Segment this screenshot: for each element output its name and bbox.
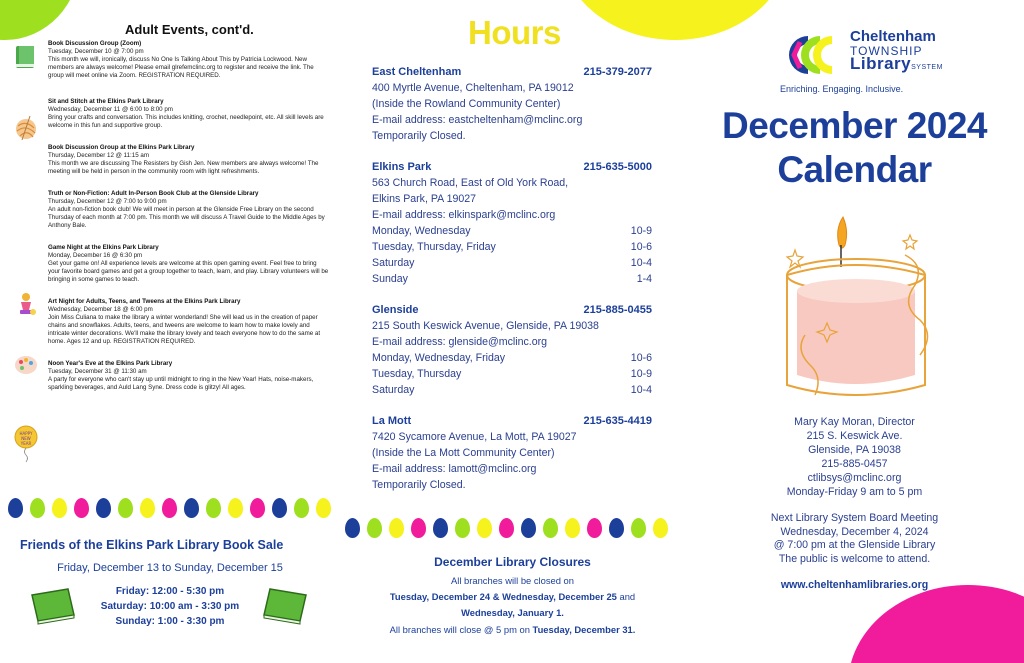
decorative-dot xyxy=(206,498,221,518)
branch-line: E-mail address: lamott@mclinc.org xyxy=(372,463,537,475)
hours-row xyxy=(372,255,652,271)
event-title: Book Discussion Group at the Elkins Park Library xyxy=(48,144,195,151)
branch-name: La Mott xyxy=(372,415,412,427)
logo-mark-icon xyxy=(780,32,844,78)
decorative-dot xyxy=(118,498,133,518)
svg-text:NEW: NEW xyxy=(21,436,31,441)
event-date: Tuesday, December 31 @ 11:30 am xyxy=(48,368,147,375)
green-book-icon xyxy=(28,585,78,625)
branch-line: E-mail address: glenside@mclinc.org xyxy=(372,336,548,348)
branch-line: 7420 Sycamore Avenue, La Mott, PA 19027 xyxy=(372,431,577,443)
contact-line: ctlibsys@mclinc.org xyxy=(807,472,902,484)
decorative-dot xyxy=(184,498,199,518)
meeting-line: @ 7:00 pm at the Glenside Library xyxy=(773,539,936,551)
branch-line: Elkins Park, PA 19027 xyxy=(372,193,477,205)
decorative-dot xyxy=(367,518,382,538)
events-list xyxy=(48,40,330,401)
branch-name: Glenside xyxy=(372,304,419,316)
meeting-line: Wednesday, December 4, 2024 xyxy=(780,525,929,538)
hours-title: Hours xyxy=(468,14,561,51)
decorative-dot xyxy=(389,518,404,538)
decorative-dot xyxy=(162,498,177,518)
branch-line: Temporarily Closed. xyxy=(372,130,466,142)
book-sale-dates: Friday, December 13 to Sunday, December 15 xyxy=(57,562,283,574)
logo-system: SYSTEM xyxy=(911,64,943,71)
decorative-dot xyxy=(587,518,602,538)
event-item xyxy=(48,190,330,230)
event-body: A party for everyone who can't stay up until midnight to ring in the New Year! Hats, noise-makers, sparkling beverages, and Auld Lang Syne. Dress code is glitzy! All ages. xyxy=(48,376,314,391)
meeting-line: The public is welcome to attend. xyxy=(778,552,931,565)
hours-days: Tuesday, Thursday xyxy=(372,368,462,380)
board-meeting-info xyxy=(685,512,1024,566)
green-book-icon xyxy=(260,585,310,625)
event-item xyxy=(48,244,330,284)
branch-header xyxy=(372,302,652,318)
event-item xyxy=(48,298,330,346)
branch-line: (Inside the La Mott Community Center) xyxy=(372,447,555,459)
hours-row xyxy=(372,366,652,382)
decorative-dot xyxy=(455,518,470,538)
decorative-dot xyxy=(8,498,23,518)
yarn-icon xyxy=(12,114,40,142)
closure-separator: & xyxy=(490,591,503,602)
cover-panel xyxy=(685,0,1024,663)
branch-line: 215 South Keswick Avenue, Glenside, PA 19038 xyxy=(372,320,599,332)
branch-la-mott xyxy=(372,413,652,493)
branch-phone: 215-635-5000 xyxy=(583,161,652,173)
closures-text xyxy=(355,573,670,621)
contact-line: Glenside, PA 19038 xyxy=(808,444,901,456)
calendar-title xyxy=(685,104,1024,192)
hours-panel xyxy=(340,0,685,663)
hours-row xyxy=(372,223,652,239)
early-close-note xyxy=(355,624,670,635)
logo-line-1: Cheltenham xyxy=(850,28,936,45)
director-contact xyxy=(685,415,1024,499)
branch-elkins-park xyxy=(372,159,652,287)
event-body: This month we are discussing The Resisters by Gish Jen. New members are always welcome! The meeting will be held in person in the community room with light refreshments. xyxy=(48,160,319,175)
hours-time: 10-6 xyxy=(630,241,652,253)
svg-text:YEAR: YEAR xyxy=(20,441,32,446)
branch-phone: 215-885-0455 xyxy=(583,304,652,316)
event-date: Tuesday, December 10 @ 7:00 pm xyxy=(48,48,144,55)
hours-time: 10-9 xyxy=(630,225,652,237)
contact-line: 215 S. Keswick Ave. xyxy=(806,430,903,442)
event-item xyxy=(48,360,330,392)
sale-hours-line: Saturday: 10:00 am - 3:30 pm xyxy=(100,601,240,612)
hours-days: Monday, Wednesday xyxy=(372,225,471,237)
hours-time: 10-4 xyxy=(630,257,652,269)
decorative-dot xyxy=(294,498,309,518)
decorative-dots-row xyxy=(8,498,338,520)
book-sale-title: Friends of the Elkins Park Library Book Sale xyxy=(20,538,284,552)
event-item xyxy=(48,40,330,80)
branch-name: East Cheltenham xyxy=(372,66,462,78)
website-link[interactable]: www.cheltenhamlibraries.org xyxy=(780,579,929,591)
decorative-dot xyxy=(499,518,514,538)
closures-line: All branches will be closed on xyxy=(451,575,574,586)
hours-days: Monday, Wednesday, Friday xyxy=(372,352,506,364)
event-body: Join Miss Culiana to make the library a winter wonderland! She will lead us in the creation of paper chains and snowflakes. Adults, teens, and tweens are welcome to learn how to make lovely and intricate winter decorations. We'll make the library lovely and teach everyone how to do the same at home. Ages 12 and up. REGISTRATION REQUIRED. xyxy=(48,314,321,345)
event-item xyxy=(48,98,330,130)
decorative-dot xyxy=(30,498,45,518)
branch-phone: 215-379-2077 xyxy=(583,66,652,78)
closures-dates xyxy=(355,589,670,605)
event-body: An adult non-fiction book club! We will meet in person at the Glenside Free Library on the second Thursday of each month at 7:00 pm. This month we will discuss A Travel Guide to the Middle Ages by Anthony Bale. xyxy=(48,206,325,229)
event-date: Monday, December 16 @ 6:30 pm xyxy=(48,252,143,259)
book-icon xyxy=(12,42,40,70)
event-body: Bring your crafts and conversation. This includes knitting, crochet, needlepoint, etc. All skill levels are welcome in this fun and supportive group. xyxy=(48,114,324,129)
event-body: This month we will, ironically, discuss No One Is Talking About This by Patricia Lockwood. New members are always welcome! Please email glrefemclinc.org to register and receive the link. The group will meet online via Zoom. REGISTRATION REQUIRED. xyxy=(48,56,314,79)
library-logo xyxy=(780,28,980,98)
event-date: Wednesday, December 11 @ 6:00 to 8:00 pm xyxy=(48,106,173,113)
branch-line: 563 Church Road, East of Old York Road, xyxy=(372,177,569,189)
event-title: Art Night for Adults, Teens, and Tweens at the Elkins Park Library xyxy=(48,298,241,305)
calendar-title-line-1: December 2024 xyxy=(721,105,988,146)
decorative-dot xyxy=(411,518,426,538)
early-close-date: Tuesday, December 31. xyxy=(532,624,636,635)
closure-separator: and xyxy=(616,591,636,602)
branch-header xyxy=(372,159,652,175)
hours-days: Tuesday, Thursday, Friday xyxy=(372,241,496,253)
hours-time: 10-9 xyxy=(630,368,652,380)
event-title: Sit and Stitch at the Elkins Park Library xyxy=(48,98,164,105)
event-date: Thursday, December 12 @ 11:15 am xyxy=(48,152,149,159)
branch-line: Temporarily Closed. xyxy=(372,479,466,491)
branch-name: Elkins Park xyxy=(372,161,432,173)
decorative-dot xyxy=(272,498,287,518)
palette-icon xyxy=(12,350,40,378)
candle-icon xyxy=(775,215,935,405)
hours-days: Saturday xyxy=(372,384,415,396)
decorative-dot xyxy=(609,518,624,538)
logo-library: Library xyxy=(850,54,912,73)
decorative-dot xyxy=(74,498,89,518)
calendar-title-line-2: Calendar xyxy=(777,149,932,190)
sale-hours-line: Sunday: 1:00 - 3:30 pm xyxy=(115,616,225,627)
hours-row xyxy=(372,239,652,255)
decorative-dot xyxy=(96,498,111,518)
decorative-dot xyxy=(631,518,646,538)
hours-days: Saturday xyxy=(372,257,415,269)
decorative-dot xyxy=(140,498,155,518)
closure-date: Tuesday, December 24 xyxy=(389,591,491,602)
decorative-dot xyxy=(543,518,558,538)
branch-glenside xyxy=(372,302,652,398)
hours-time: 10-4 xyxy=(630,384,652,396)
decorative-dot xyxy=(52,498,67,518)
branch-header xyxy=(372,64,652,80)
decorative-dot xyxy=(345,518,360,538)
contact-line: Mary Kay Moran, Director xyxy=(794,416,915,428)
hours-row xyxy=(372,350,652,366)
early-close-text: All branches will close @ 5 pm on xyxy=(389,624,533,635)
decorative-dot xyxy=(521,518,536,538)
event-title: Book Discussion Group (Zoom) xyxy=(48,40,142,47)
sale-hours-line: Friday: 12:00 - 5:30 pm xyxy=(115,586,225,597)
hours-row xyxy=(372,271,652,287)
branch-east-cheltenham xyxy=(372,64,652,144)
decorative-dot xyxy=(228,498,243,518)
decorative-dot xyxy=(653,518,668,538)
event-title: Truth or Non-Fiction: Adult In-Person Book Club at the Glenside Library xyxy=(48,190,259,197)
branch-phone: 215-635-4419 xyxy=(583,415,652,427)
contact-line: Monday-Friday 9 am to 5 pm xyxy=(786,486,923,498)
hours-time: 10-6 xyxy=(630,352,652,364)
logo-line-2: TOWNSHIP xyxy=(850,44,923,58)
adult-events-panel xyxy=(0,0,340,663)
logo-line-3 xyxy=(850,54,943,74)
hours-row xyxy=(372,382,652,398)
adult-events-title: Adult Events, cont'd. xyxy=(125,22,254,37)
game-piece-icon xyxy=(12,290,40,318)
event-item xyxy=(48,144,330,176)
event-date: Thursday, December 12 @ 7:00 to 9:00 pm xyxy=(48,198,167,205)
event-title: Noon Year's Eve at the Elkins Park Library xyxy=(48,360,173,367)
branch-line: (Inside the Rowland Community Center) xyxy=(372,98,561,110)
decorative-dot xyxy=(250,498,265,518)
event-title: Game Night at the Elkins Park Library xyxy=(48,244,159,251)
branch-header xyxy=(372,413,652,429)
branch-line: 400 Myrtle Avenue, Cheltenham, PA 19012 xyxy=(372,82,574,94)
logo-tagline: Enriching. Engaging. Inclusive. xyxy=(780,84,904,94)
branch-line: E-mail address: elkinspark@mclinc.org xyxy=(372,209,556,221)
decorative-dot xyxy=(477,518,492,538)
closure-date: Wednesday, January 1. xyxy=(461,607,564,618)
new-year-balloon-icon xyxy=(12,424,40,464)
hours-days: Sunday xyxy=(372,273,408,285)
decorative-dot xyxy=(565,518,580,538)
closures-title: December Library Closures xyxy=(434,555,591,569)
svg-text:HAPPY: HAPPY xyxy=(19,431,33,436)
hours-time: 1-4 xyxy=(636,273,652,285)
contact-line: 215-885-0457 xyxy=(821,458,888,470)
decorative-dot xyxy=(316,498,331,518)
branch-line: E-mail address: eastcheltenham@mclinc.org xyxy=(372,114,583,126)
book-sale-hours xyxy=(80,584,260,629)
decorative-dots-row xyxy=(345,518,680,540)
event-body: Get your game on! All experience levels are welcome at this open gaming event. Feel free to bring your favorite board games and get a group together to teach, learn, and play. Library volunteers will be bringing in some games to teach. xyxy=(48,260,329,283)
meeting-line: Next Library System Board Meeting xyxy=(770,512,939,524)
closure-date: Wednesday, December 25 xyxy=(502,591,617,602)
event-date: Wednesday, December 18 @ 6:00 pm xyxy=(48,306,153,313)
decorative-dot xyxy=(433,518,448,538)
